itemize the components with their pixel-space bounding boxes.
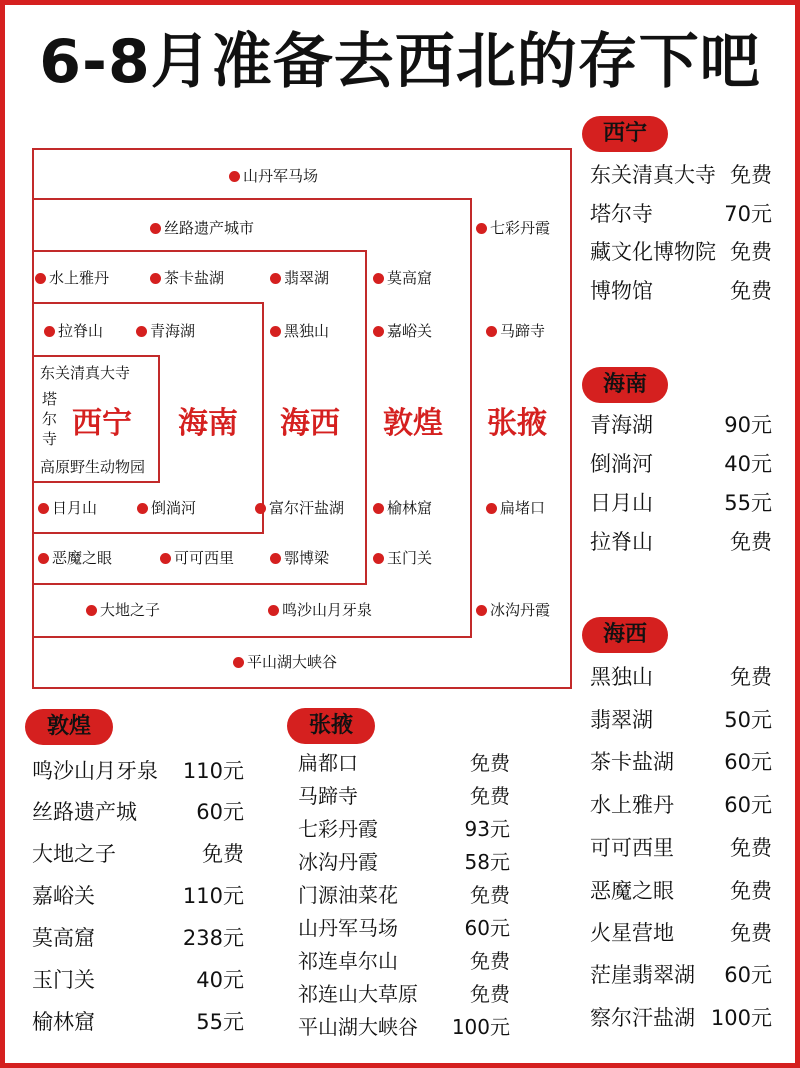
map-label: 榆林窟 [373, 498, 432, 518]
region-name-haixi: 海西 [280, 406, 340, 441]
location-dot-icon [486, 503, 497, 514]
heading-hainan: 海南 [582, 367, 668, 403]
map-label: 鄂博梁 [270, 548, 329, 568]
map-label: 丝路遗产城市 [150, 218, 254, 238]
map-label: 平山湖大峡谷 [233, 652, 337, 672]
list-item: 倒淌河 40元 [590, 452, 772, 476]
list-item: 扁都口 免费 [298, 751, 510, 775]
location-dot-icon [233, 657, 244, 668]
list-item: 大地之子 免费 [32, 842, 244, 866]
heading-zhangye: 张掖 [287, 708, 375, 744]
list-item: 茶卡盐湖 60元 [590, 750, 772, 774]
location-dot-icon [476, 605, 487, 616]
location-dot-icon [35, 273, 46, 284]
list-item: 青海湖 90元 [590, 413, 772, 437]
list-item: 门源油菜花 免费 [298, 883, 510, 907]
map-label: 黑独山 [270, 321, 329, 341]
map-label: 玉门关 [373, 548, 432, 568]
location-dot-icon [268, 605, 279, 616]
list-item: 祁连卓尔山 免费 [298, 949, 510, 973]
location-dot-icon [373, 273, 384, 284]
heading-haixi: 海西 [582, 617, 668, 653]
map-label: 山丹军马场 [229, 166, 318, 186]
region-name-hainan: 海南 [178, 406, 238, 441]
location-dot-icon [476, 223, 487, 234]
map-label: 水上雅丹 [35, 268, 109, 288]
region-name-xining: 西宁 [72, 406, 132, 441]
map-label: 日月山 [38, 498, 97, 518]
list-item: 山丹军马场 60元 [298, 916, 510, 940]
list-item: 莫高窟 238元 [32, 926, 244, 950]
list-item: 察尔汗盐湖 100元 [590, 1006, 772, 1030]
map-label: 恶魔之眼 [38, 548, 112, 568]
map-label: 马蹄寺 [486, 321, 545, 341]
map-label: 鸣沙山月牙泉 [268, 600, 372, 620]
heading-dunhuang: 敦煌 [25, 709, 113, 745]
location-dot-icon [373, 503, 384, 514]
map-label: 茶卡盐湖 [150, 268, 224, 288]
list-item: 鸣沙山月牙泉 110元 [32, 759, 244, 783]
location-dot-icon [160, 553, 171, 564]
location-dot-icon [486, 326, 497, 337]
map-label-dongguan: 东关清真大寺 [40, 364, 131, 382]
list-item: 祁连山大草原 免费 [298, 982, 510, 1006]
list-item: 东关清真大寺 免费 [590, 163, 772, 187]
map-label: 嘉峪关 [373, 321, 432, 341]
list-item: 拉脊山 免费 [590, 530, 772, 554]
map-label: 翡翠湖 [270, 268, 329, 288]
heading-xining: 西宁 [582, 116, 668, 152]
list-item: 嘉峪关 110元 [32, 884, 244, 908]
list-item: 藏文化博物院 免费 [590, 240, 772, 264]
map-label: 大地之子 [86, 600, 160, 620]
location-dot-icon [137, 503, 148, 514]
location-dot-icon [38, 553, 49, 564]
list-item: 茫崖翡翠湖 60元 [590, 963, 772, 987]
map-label: 七彩丹霞 [476, 218, 550, 238]
list-item: 冰沟丹霞 58元 [298, 850, 510, 874]
list-item: 翡翠湖 50元 [590, 708, 772, 732]
location-dot-icon [150, 273, 161, 284]
location-dot-icon [136, 326, 147, 337]
list-item: 丝路遗产城 60元 [32, 800, 244, 824]
list-item: 水上雅丹 60元 [590, 793, 772, 817]
region-name-dunhuang: 敦煌 [383, 406, 443, 441]
map-label: 倒淌河 [137, 498, 196, 518]
location-dot-icon [44, 326, 55, 337]
location-dot-icon [270, 553, 281, 564]
list-item: 黑独山 免费 [590, 665, 772, 689]
location-dot-icon [255, 503, 266, 514]
list-item: 日月山 55元 [590, 491, 772, 515]
list-item: 塔尔寺 70元 [590, 202, 772, 226]
list-item: 可可西里 免费 [590, 836, 772, 860]
page-title: 6-8月准备去西北的存下吧 [39, 27, 761, 97]
map-label: 富尔汗盐湖 [255, 498, 344, 518]
location-dot-icon [150, 223, 161, 234]
location-dot-icon [86, 605, 97, 616]
list-item: 博物馆 免费 [590, 279, 772, 303]
list-item: 火星营地 免费 [590, 921, 772, 945]
list-item: 七彩丹霞 93元 [298, 817, 510, 841]
map-label: 拉脊山 [44, 321, 103, 341]
list-item: 恶魔之眼 免费 [590, 879, 772, 903]
map-label: 莫高窟 [373, 268, 432, 288]
map-label: 冰沟丹霞 [476, 600, 550, 620]
map-label-taer: 塔尔寺 [42, 390, 58, 448]
location-dot-icon [373, 326, 384, 337]
map-label-gaoyuan: 高原野生动物园 [40, 458, 146, 476]
region-name-zhangye: 张掖 [487, 406, 547, 441]
location-dot-icon [229, 171, 240, 182]
map-label: 青海湖 [136, 321, 195, 341]
location-dot-icon [270, 273, 281, 284]
list-item: 榆林窟 55元 [32, 1010, 244, 1034]
list-item: 平山湖大峡谷 100元 [298, 1015, 510, 1039]
map-label: 扁堵口 [486, 498, 545, 518]
location-dot-icon [270, 326, 281, 337]
location-dot-icon [38, 503, 49, 514]
list-item: 玉门关 40元 [32, 968, 244, 992]
list-item: 马蹄寺 免费 [298, 784, 510, 808]
map-label: 可可西里 [160, 548, 234, 568]
location-dot-icon [373, 553, 384, 564]
